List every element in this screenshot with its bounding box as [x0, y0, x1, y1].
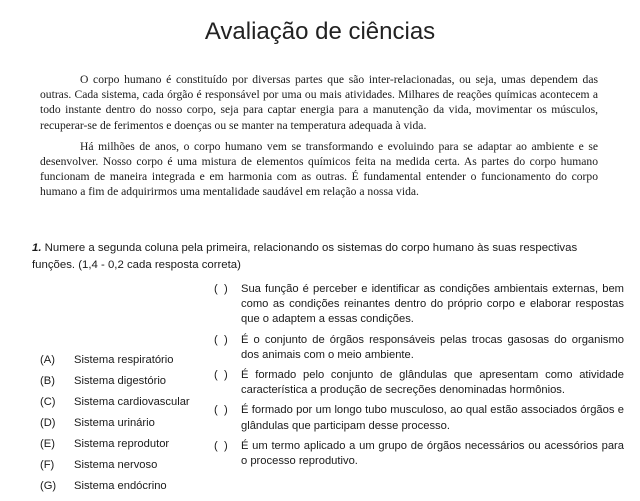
question-text: Numere a segunda coluna pela primeira, relacionando os sistemas do corpo humano às suas respectivas funções. (1,4 - 0,2 cada resposta correta) [32, 242, 578, 271]
list-item [40, 438, 220, 459]
item-letter: (A) [40, 354, 55, 366]
list-item [214, 368, 624, 398]
item-letter: (B) [40, 375, 55, 387]
list-item [40, 480, 220, 501]
item-text: Sua função é perceber e identificar as condições ambientais externas, bem como as condições reinantes dentro do próprio corpo e elaborar respostas que o adaptem a essas condições. [241, 283, 624, 326]
question-number: 1. [32, 242, 42, 254]
list-item [40, 459, 220, 480]
functions-column [214, 282, 624, 474]
intro-text [40, 72, 598, 206]
item-label: Sistema respiratório [74, 354, 174, 366]
systems-column [40, 354, 220, 501]
question-1 [32, 240, 612, 274]
list-item [40, 375, 220, 396]
item-text: É um termo aplicado a um grupo de órgãos necessários ou acessórios para o processo reprodutivo. [241, 439, 624, 468]
item-text: É formado pelo conjunto de glândulas que apresentam como atividade característica a produção de secreções denominadas hormônios. [241, 369, 624, 397]
item-letter: (E) [40, 438, 55, 450]
list-item [40, 354, 220, 375]
answer-box[interactable]: ( ) [214, 404, 228, 417]
list-item [214, 333, 624, 363]
item-label: Sistema reprodutor [74, 438, 170, 450]
item-letter: (D) [40, 417, 56, 429]
list-item [40, 396, 220, 417]
item-label: Sistema nervoso [74, 459, 158, 471]
item-text: É formado por um longo tubo musculoso, ao qual estão associados órgãos e glândulas que participam desse processo. [241, 404, 624, 432]
item-letter: (G) [40, 480, 57, 492]
answer-box[interactable]: ( ) [214, 333, 228, 346]
page-title: Avaliação de ciências [204, 18, 436, 45]
intro-paragraph: Há milhões de anos, o corpo humano vem se transformando e evoluindo para se adaptar ao ambiente e se desenvolver. Nosso corpo é uma mistura de elementos químicos feita na medida certa. As partes do corpo humano funcionam de maneira integrada e em harmonia com as outras. É fundamental entender o funcionamento do corpo humano a fim de adquirirmos uma mentalidade saudável em relação a nossa vida. [40, 139, 598, 199]
item-letter: (C) [40, 396, 56, 408]
item-letter: (F) [40, 459, 55, 471]
item-label: Sistema endócrino [74, 480, 167, 492]
item-label: Sistema urinário [74, 417, 155, 429]
item-label: Sistema digestório [74, 375, 167, 387]
list-item [214, 403, 624, 433]
answer-box[interactable]: ( ) [214, 283, 228, 295]
list-item [214, 282, 624, 328]
item-text: É o conjunto de órgãos responsáveis pelas trocas gasosas do organismo dos animais com o meio ambiente. [241, 333, 624, 361]
answer-box[interactable]: ( ) [214, 369, 228, 382]
intro-paragraph: O corpo humano é constituído por diversas partes que são inter-relacionadas, ou seja, umas dependem das outras. Cada sistema, cada órgão é responsável por uma ou mais atividades. Milhares de reações químicas acontecem a todo instante dentro do nosso corpo, seja para captar energia para a manutenção da vida, movimentar os músculos, recuperar-se de ferimentos e doenças ou se manter na temperatura adequada à vida. [40, 73, 598, 132]
list-item [40, 417, 220, 438]
answer-box[interactable]: ( ) [214, 439, 228, 452]
item-label: Sistema cardiovascular [74, 396, 190, 408]
list-item [214, 439, 624, 469]
